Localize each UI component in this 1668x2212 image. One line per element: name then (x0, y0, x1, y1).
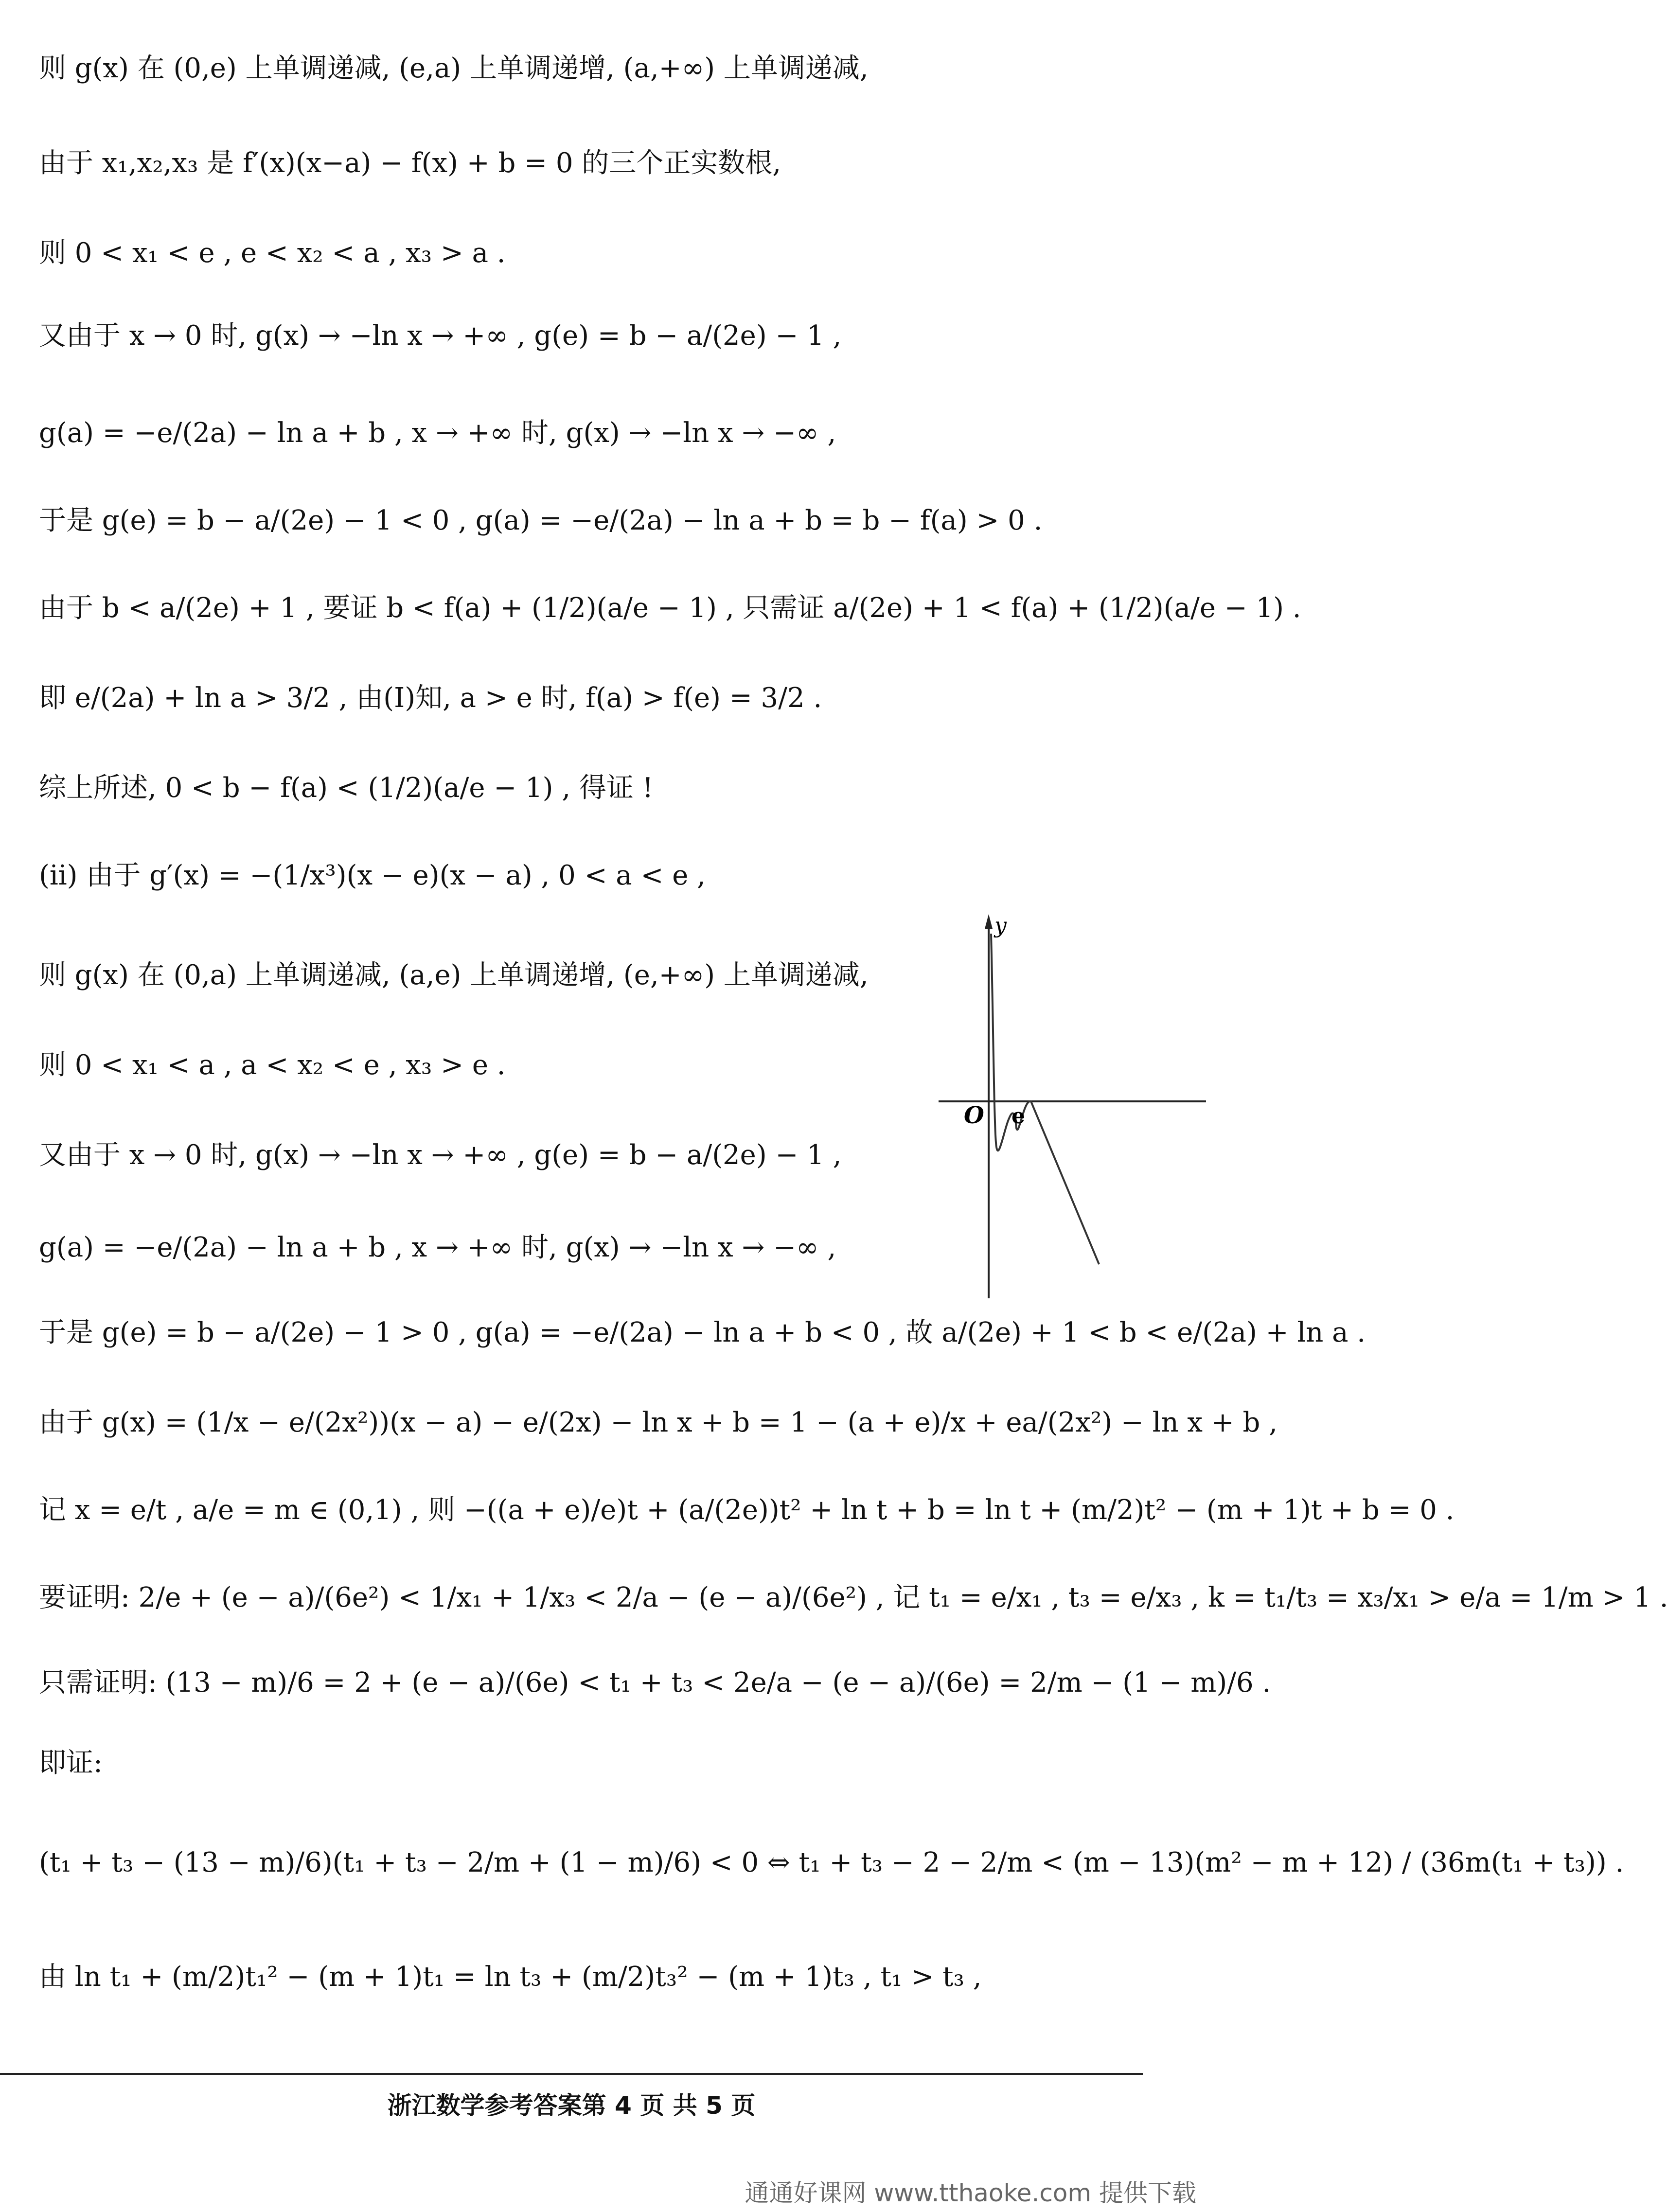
origin-label: O (964, 1102, 984, 1129)
solution-line: 则 0 < x₁ < e , e < x₂ < a , x₃ > a . (39, 237, 506, 269)
solution-line: g(a) = −e/(2a) − ln a + b , x → +∞ 时, g(x) → −ln x → −∞ , (39, 417, 836, 449)
function-graph (939, 914, 1206, 1298)
page-footer: 浙江数学参考答案第 4 页 共 5 页 (387, 2091, 756, 2120)
curve (991, 934, 1099, 1264)
footer-rule (0, 2073, 1143, 2075)
solution-line: (t₁ + t₃ − (13 − m)/6)(t₁ + t₃ − 2/m + (1 − m)/6) < 0 ⇔ t₁ + t₃ − 2 − 2/m < (m − 13)(m² − m + 12) / (36m(t₁ + t₃)) . (39, 1847, 1624, 1878)
y-label: y (994, 913, 1007, 938)
solution-line: 又由于 x → 0 时, g(x) → −ln x → +∞ , g(e) = b − a/(2e) − 1 , (39, 1139, 842, 1171)
solution-line: 记 x = e/t , a/e = m ∈ (0,1) , 则 −((a + e)/e)t + (a/(2e))t² + ln t + b = ln t + (m/2)t² − (m + 1)t + b = 0 . (39, 1494, 1455, 1526)
solution-line: 只需证明: (13 − m)/6 = 2 + (e − a)/(6e) < t₁ + t₃ < 2e/a − (e − a)/(6e) = 2/m − (1 − m)/6 . (39, 1667, 1271, 1699)
solution-line: 由于 g(x) = (1/x − e/(2x²))(x − a) − e/(2x) − ln x + b = 1 − (a + e)/x + ea/(2x²) − ln x + b , (39, 1407, 1278, 1438)
y-axis-arrow (985, 914, 993, 929)
solution-line: 由于 x₁,x₂,x₃ 是 f′(x)(x−a) − f(x) + b = 0 的三个正实数根, (39, 147, 781, 179)
solution-line: g(a) = −e/(2a) − ln a + b , x → +∞ 时, g(x) → −ln x → −∞ , (39, 1232, 836, 1263)
solution-line: 于是 g(e) = b − a/(2e) − 1 < 0 , g(a) = −e/(2a) − ln a + b = b − f(a) > 0 . (39, 505, 1043, 536)
solution-line: 则 g(x) 在 (0,e) 上单调递减, (e,a) 上单调递增, (a,+∞) 上单调递减, (39, 53, 869, 84)
e-label: e (1011, 1104, 1025, 1129)
solution-line: 即证: (39, 1747, 103, 1779)
solution-line: 于是 g(e) = b − a/(2e) − 1 > 0 , g(a) = −e/(2a) − ln a + b < 0 , 故 a/(2e) + 1 < b < e/(2a) + ln a . (39, 1317, 1366, 1348)
solution-line: 要证明: 2/e + (e − a)/(6e²) < 1/x₁ + 1/x₃ < 2/a − (e − a)/(6e²) , 记 t₁ = e/x₁ , t₃ = e/x₃ , k = t₁/t₃ = x₃/x₁ > e/a = 1/m > 1 . (39, 1582, 1668, 1613)
watermark: 通通好课网 www.tthaoke.com 提供下载 (745, 2179, 1196, 2207)
solution-line: (ⅱ) 由于 g′(x) = −(1/x³)(x − e)(x − a) , 0 < a < e , (39, 860, 706, 891)
solution-line: 由于 b < a/(2e) + 1 , 要证 b < f(a) + (1/2)(a/e − 1) , 只需证 a/(2e) + 1 < f(a) + (1/2)(a/e − 1) . (39, 592, 1301, 624)
solution-line: 又由于 x → 0 时, g(x) → −ln x → +∞ , g(e) = b − a/(2e) − 1 , (39, 320, 842, 352)
solution-line: 则 g(x) 在 (0,a) 上单调递减, (a,e) 上单调递增, (e,+∞) 上单调递减, (39, 959, 869, 991)
solution-line: 则 0 < x₁ < a , a < x₂ < e , x₃ > e . (39, 1049, 506, 1081)
solution-line: 综上所述, 0 < b − f(a) < (1/2)(a/e − 1) , 得证 ! (39, 772, 654, 804)
solution-line: 即 e/(2a) + ln a > 3/2 , 由(Ⅰ)知, a > e 时, f(a) > f(e) = 3/2 . (39, 682, 822, 714)
solution-line: 由 ln t₁ + (m/2)t₁² − (m + 1)t₁ = ln t₃ + (m/2)t₃² − (m + 1)t₃ , t₁ > t₃ , (39, 1961, 982, 1993)
